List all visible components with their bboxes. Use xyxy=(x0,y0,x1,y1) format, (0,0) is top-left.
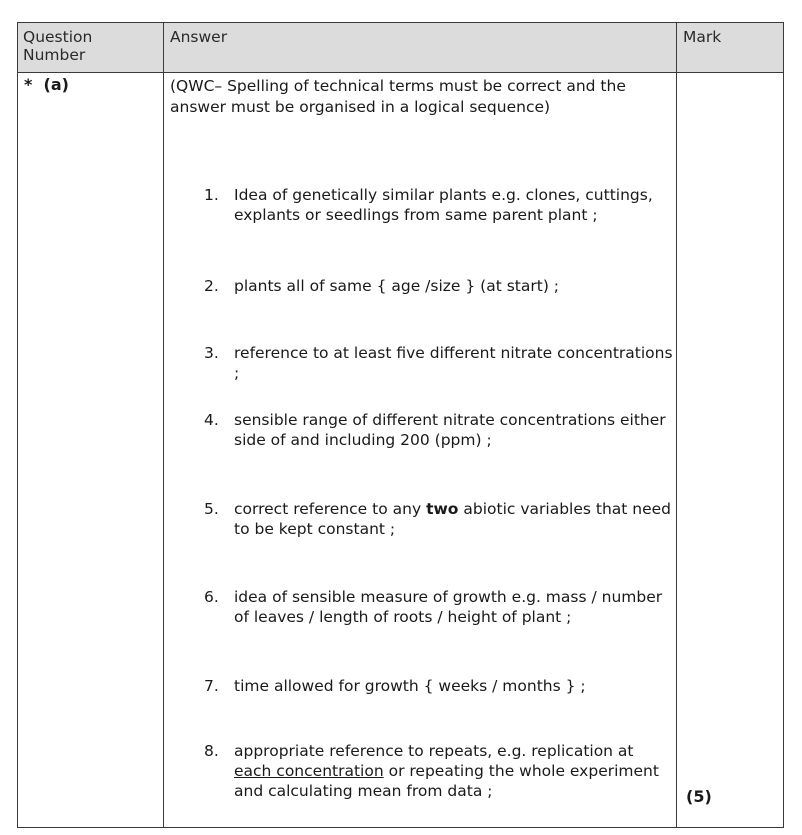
point-text-emphasis: two xyxy=(426,500,459,518)
qwc-note: (QWC– Spelling of technical terms must be correct and the answer must be organised in a logical sequence) xyxy=(170,77,626,116)
column-divider xyxy=(163,23,164,827)
point-text: idea of sensible measure of growth e.g. mass / number of leaves / length of roots / height of plant ; xyxy=(234,588,663,626)
marking-point-7 xyxy=(204,676,674,696)
point-text-part: abiotic variables that need to be kept constant ; xyxy=(234,500,672,538)
marking-point-4 xyxy=(204,410,674,450)
point-text-part: or repeating the whole experiment and calculating mean from data ; xyxy=(234,762,659,800)
point-text: sensible range of different nitrate concentrations either side of and including 200 (ppm) ; xyxy=(234,411,666,449)
point-number: 5. xyxy=(204,500,219,518)
point-number: 4. xyxy=(204,411,219,429)
point-text xyxy=(234,499,674,539)
point-text xyxy=(234,741,674,801)
point-text-part: appropriate reference to repeats, e.g. replication at xyxy=(234,742,634,760)
point-number: 6. xyxy=(204,588,219,606)
header-answer: Answer xyxy=(170,28,228,46)
mark-scheme-table xyxy=(17,22,784,828)
column-divider xyxy=(676,23,677,827)
marking-point-1 xyxy=(204,185,674,225)
point-number: 7. xyxy=(204,677,219,695)
point-number: 1. xyxy=(204,186,219,204)
point-number: 8. xyxy=(204,742,219,760)
marking-point-2 xyxy=(204,276,674,296)
marking-point-5 xyxy=(204,499,674,539)
point-text: plants all of same { age /size } (at start) ; xyxy=(234,277,560,295)
point-number: 2. xyxy=(204,277,219,295)
marking-point-6 xyxy=(204,587,674,627)
header-question-number: Question Number xyxy=(23,28,93,64)
point-text: reference to at least five different nitrate concentrations ; xyxy=(234,344,673,382)
question-number: * (a) xyxy=(24,75,69,94)
point-number: 3. xyxy=(204,344,219,362)
table-header xyxy=(18,23,783,73)
marking-point-3 xyxy=(204,343,674,383)
point-text: Idea of genetically similar plants e.g. clones, cuttings, explants or seedlings from same parent plant ; xyxy=(234,186,653,224)
point-text: time allowed for growth { weeks / months } ; xyxy=(234,677,586,695)
marking-point-8 xyxy=(204,741,674,801)
point-text-underlined: each concentration xyxy=(234,762,384,780)
header-mark: Mark xyxy=(683,28,722,46)
point-text-part: correct reference to any xyxy=(234,500,427,518)
mark-value: (5) xyxy=(686,787,712,806)
